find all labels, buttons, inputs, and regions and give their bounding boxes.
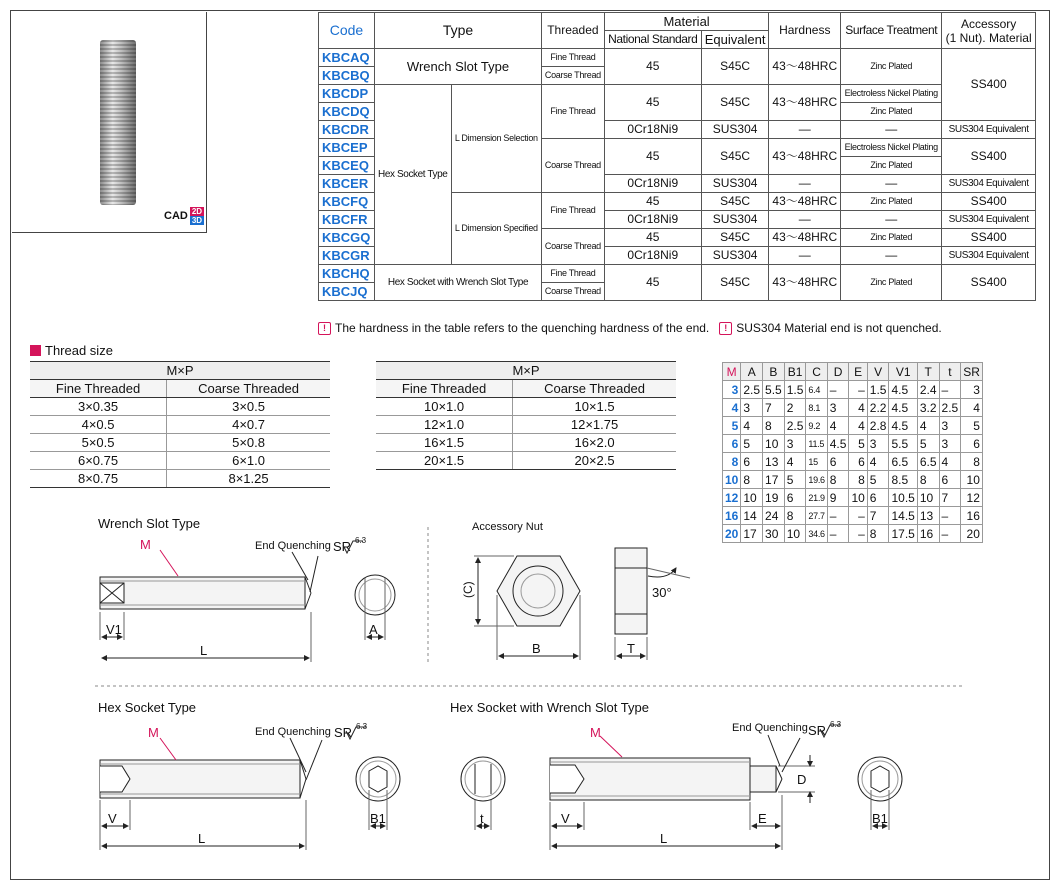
mp-header: M×P [376,362,676,380]
table-row [30,434,330,452]
code-link[interactable]: KBCJQ [319,283,375,301]
surface-cell: Zinc Plated [841,193,942,211]
table-row [30,470,330,488]
dim-cell: – [939,381,961,399]
equivalent-cell: S45C [701,193,769,211]
dim-cell: 2.2 [867,399,889,417]
label-v1: V1 [106,622,122,637]
dim-cell: 24 [763,507,785,525]
dim-cell: 14 [741,507,763,525]
bullet-icon [30,345,41,356]
table-row [723,417,983,435]
national-cell: 45 [604,49,701,85]
mp-header: M×P [30,362,330,380]
dim-cell: – [827,507,849,525]
equivalent-cell: SUS304 [701,211,769,229]
fine-cell: 10×1.0 [376,398,513,416]
dim-cell: 11.5 [806,435,827,453]
header-hardness: Hardness [769,13,841,49]
dim-cell: 10 [784,525,806,543]
type-cell: Hex Socket Type [374,85,451,265]
label-t: T [627,641,635,656]
coarse-cell: 10×1.5 [513,398,676,416]
thread-size-table-2 [376,361,676,470]
dim-cell: 12 [961,489,983,507]
dim-cell: 3 [939,435,961,453]
dim-cell: – [939,507,961,525]
dim-header: V1 [889,363,917,381]
code-link[interactable]: KBCEP [319,139,375,157]
dim-cell: – [827,381,849,399]
label-v: V [108,811,117,826]
dim-cell: 10 [917,489,939,507]
fine-cell: 6×0.75 [30,452,167,470]
hardness-cell: — [769,211,841,229]
dim-cell: 19 [763,489,785,507]
dim-cell: 4 [961,399,983,417]
dim-cell: 1.5 [867,381,889,399]
dim-cell: 4.5 [889,399,917,417]
dim-cell: 3 [867,435,889,453]
dim-cell: 15 [806,453,827,471]
dim-cell: 6 [741,453,763,471]
code-link[interactable]: KBCHQ [319,265,375,283]
label-e: E [758,811,767,826]
dim-cell: 17 [741,525,763,543]
thread-cell: Fine Thread [542,85,605,139]
surface-cell: Electroless Nickel Plating [841,139,942,157]
dim-header: E [849,363,867,381]
fine-cell: 12×1.0 [376,416,513,434]
dim-cell: 6 [827,453,849,471]
label-t: t [480,811,484,826]
dim-cell: 10 [763,435,785,453]
dim-header: SR [961,363,983,381]
equivalent-cell: SUS304 [701,121,769,139]
dim-cell: 5 [741,435,763,453]
table-row [30,398,330,416]
header-national: National Standard [604,31,701,49]
dim-cell: – [849,525,867,543]
dim-header: V [867,363,889,381]
national-cell: 45 [604,229,701,247]
accessory-cell: SUS304 Equivalent [942,121,1036,139]
dim-cell: 8 [827,471,849,489]
dim-cell: 4.5 [827,435,849,453]
surface-cell: — [841,247,942,265]
national-cell: 45 [604,193,701,211]
dim-header: C [806,363,827,381]
dim-header: B [763,363,785,381]
coarse-cell: 4×0.7 [167,416,330,434]
code-link[interactable]: KBCDQ [319,103,375,121]
dim-cell: 34.6 [806,525,827,543]
cad-badge: CAD 2D 3D [164,207,203,225]
label-m: M [148,725,159,740]
dim-header: M [723,363,741,381]
dim-cell: 14.5 [889,507,917,525]
note-sus: SUS304 Material end is not quenched. [736,321,942,335]
info-icon: ! [318,322,331,335]
dim-cell: 10 [849,489,867,507]
dim-cell: 3 [961,381,983,399]
label-rough: 6.3 [355,536,367,545]
dim-cell: 3 [741,399,763,417]
dim-cell: 5 [867,471,889,489]
dim-m-cell[interactable]: 20 [723,525,741,543]
coarse-header: Coarse Threaded [167,380,330,398]
dim-cell: 4.5 [889,381,917,399]
thread-cell: Coarse Thread [542,139,605,193]
table-row [376,452,676,470]
dim-cell: 8 [917,471,939,489]
notes [318,321,942,335]
table-row [376,398,676,416]
dim-cell: 2.5 [784,417,806,435]
fine-cell: 4×0.5 [30,416,167,434]
hex-socket-title: Hex Socket Type [98,700,197,715]
dim-cell: 27.7 [806,507,827,525]
hardness-cell: 43～48HRC [769,85,841,121]
table-row [723,381,983,399]
label-end-q: End Quenching [255,540,331,552]
equivalent-cell: SUS304 [701,247,769,265]
dim-cell: 8 [849,471,867,489]
dim-cell: 5 [917,435,939,453]
dim-m-cell[interactable]: 4 [723,399,741,417]
accessory-cell: SS400 [942,139,1036,175]
national-cell: 0Cr18Ni9 [604,175,701,193]
accessory-cell: SS400 [942,229,1036,247]
thread-size-title: Thread size [30,343,113,358]
dim-m-cell[interactable]: 8 [723,453,741,471]
dim-cell: 2.5 [939,399,961,417]
product-photo [12,12,207,233]
label-sr: SR [333,539,352,554]
dim-m-cell[interactable]: 10 [723,471,741,489]
dim-cell: 8 [763,417,785,435]
code-link[interactable]: KBCFQ [319,193,375,211]
label-b1: B1 [872,811,888,826]
surface-cell: Zinc Plated [841,49,942,85]
dim-cell: 10 [741,489,763,507]
fine-cell: 16×1.5 [376,434,513,452]
type-cell: Wrench Slot Type [374,49,541,85]
label-end-q: End Quenching [255,726,331,738]
label-l: L [200,643,208,658]
accessory-cell: SS400 [942,193,1036,211]
thread-cell: Coarse Thread [542,229,605,265]
dimension-table [722,362,983,543]
dim-cell: 2.4 [917,381,939,399]
dim-m-cell[interactable]: 16 [723,507,741,525]
code-link[interactable]: KBCFR [319,211,375,229]
national-cell: 45 [604,139,701,175]
label-c: (C) [461,581,475,598]
dim-m-cell[interactable]: 6 [723,435,741,453]
header-type: Type [374,13,541,49]
dim-cell: 9 [827,489,849,507]
dim-header: B1 [784,363,806,381]
dim-cell: 5.5 [763,381,785,399]
thread-cell: Fine Thread [542,265,605,283]
equivalent-cell: S45C [701,139,769,175]
thread-size-table-1 [30,361,330,488]
hardness-cell: 43～48HRC [769,139,841,175]
dim-cell: 8.1 [806,399,827,417]
dim-cell: 6.5 [917,453,939,471]
dim-cell: 10.5 [889,489,917,507]
dim-header: T [917,363,939,381]
dim-cell: 8.5 [889,471,917,489]
table-row [723,399,983,417]
dim-cell: 5 [961,417,983,435]
dim-m-cell[interactable]: 12 [723,489,741,507]
label-rough: 6.3 [356,722,368,731]
dim-cell: 6 [867,489,889,507]
accessory-cell: SUS304 Equivalent [942,211,1036,229]
accessory-cell: SS400 [942,49,1036,121]
thread-cell: Fine Thread [542,193,605,229]
dim-cell: 8 [784,507,806,525]
hardness-cell: 43～48HRC [769,193,841,211]
dim-cell: 3 [827,399,849,417]
dim-cell: 6 [961,435,983,453]
table-row [319,265,1036,283]
dim-cell: 4 [917,417,939,435]
label-l: L [198,831,206,846]
table-row [376,416,676,434]
label-sr: SR [334,725,353,740]
hardness-cell: — [769,247,841,265]
nut-title: Accessory Nut [472,521,543,533]
code-link[interactable]: KBCDP [319,85,375,103]
dim-cell: 4 [849,399,867,417]
dim-cell: 10 [961,471,983,489]
dim-cell: 16 [917,525,939,543]
dim-cell: 7 [939,489,961,507]
label-rough: 6.3 [830,720,842,729]
coarse-cell: 3×0.5 [167,398,330,416]
fine-cell: 5×0.5 [30,434,167,452]
dim-header: A [741,363,763,381]
dim-header: D [827,363,849,381]
label-m: M [590,725,601,740]
dim-cell: 6 [784,489,806,507]
dim-cell: 4 [867,453,889,471]
equivalent-cell: SUS304 [701,175,769,193]
surface-cell: — [841,175,942,193]
dim-cell: 8 [961,453,983,471]
header-accessory: Accessory (1 Nut). Material [942,13,1036,49]
dim-cell: 6 [849,453,867,471]
dim-m-cell[interactable]: 3 [723,381,741,399]
dim-cell: – [827,525,849,543]
dim-cell: 17.5 [889,525,917,543]
table-row [723,525,983,543]
code-link[interactable]: KBCEQ [319,157,375,175]
dim-cell: 8 [867,525,889,543]
l-dim-cell: L Dimension Selection [451,85,541,193]
label-l: L [660,831,668,846]
note-hardness: The hardness in the table refers to the quenching hardness of the end. [335,321,710,335]
threaded-rod-image [12,12,206,232]
equivalent-cell: S45C [701,229,769,247]
spec-table [318,12,1036,301]
coarse-cell: 5×0.8 [167,434,330,452]
code-link[interactable]: KBCGQ [319,229,375,247]
surface-cell: — [841,121,942,139]
national-cell: 0Cr18Ni9 [604,211,701,229]
code-link[interactable]: KBCER [319,175,375,193]
coarse-cell: 20×2.5 [513,452,676,470]
dim-cell: 4 [827,417,849,435]
table-row [723,453,983,471]
surface-cell: Zinc Plated [841,229,942,247]
label-angle: 30° [652,585,672,600]
type-cell: Hex Socket with Wrench Slot Type [374,265,541,301]
dim-cell: 8 [741,471,763,489]
dim-cell: 4 [939,453,961,471]
header-threaded: Threaded [542,13,605,49]
surface-cell: Zinc Plated [841,103,942,121]
thread-cell: Coarse Thread [542,283,605,301]
surface-cell: — [841,211,942,229]
label-d: D [797,772,807,787]
table-row [30,416,330,434]
dim-cell: 13 [917,507,939,525]
dim-cell: 6.5 [889,453,917,471]
table-row [723,507,983,525]
dim-cell: 19.6 [806,471,827,489]
hex-wrench-title: Hex Socket with Wrench Slot Type [450,700,649,715]
dim-cell: 5 [849,435,867,453]
dim-cell: 17 [763,471,785,489]
thread-cell: Coarse Thread [542,67,605,85]
label-end-q: End Quenching [732,722,808,734]
info-icon: ! [719,322,732,335]
fine-cell: 20×1.5 [376,452,513,470]
dim-cell: 2 [784,399,806,417]
dim-cell: 3 [784,435,806,453]
label-v: V [561,811,570,826]
dim-cell: 21.9 [806,489,827,507]
dim-cell: – [849,507,867,525]
code-link[interactable]: KBCDR [319,121,375,139]
coarse-cell: 6×1.0 [167,452,330,470]
accessory-cell: SUS304 Equivalent [942,175,1036,193]
dim-cell: 5.5 [889,435,917,453]
hardness-cell: 43～48HRC [769,265,841,301]
wrench-slot-title: Wrench Slot Type [98,516,201,531]
dim-cell: 3 [939,417,961,435]
label-a: A [369,622,378,637]
thread-cell: Fine Thread [542,49,605,67]
header-surface: Surface Treatment [841,13,942,49]
national-cell: 45 [604,85,701,121]
fine-header: Fine Threaded [376,380,513,398]
equivalent-cell: S45C [701,49,769,85]
coarse-header: Coarse Threaded [513,380,676,398]
label-b: B [532,641,541,656]
dim-cell: 20 [961,525,983,543]
surface-cell: Zinc Plated [841,265,942,301]
code-link[interactable]: KBCAQ [319,49,375,67]
hardness-cell: — [769,121,841,139]
coarse-cell: 12×1.75 [513,416,676,434]
hardness-cell: — [769,175,841,193]
dim-cell: – [849,381,867,399]
hardness-cell: 43～48HRC [769,49,841,85]
equivalent-cell: S45C [701,85,769,121]
dim-cell: 4 [849,417,867,435]
dim-cell: 4 [784,453,806,471]
dim-cell: 30 [763,525,785,543]
dim-cell: 2.5 [741,381,763,399]
dim-cell: 6.4 [806,381,827,399]
dim-cell: 13 [763,453,785,471]
table-row [723,489,983,507]
dim-m-cell[interactable]: 5 [723,417,741,435]
national-cell: 45 [604,265,701,301]
dim-cell: 4 [741,417,763,435]
l-dim-cell: L Dimension Specified [451,193,541,265]
surface-cell: Zinc Plated [841,157,942,175]
accessory-cell: SS400 [942,265,1036,301]
dim-cell: 4.5 [889,417,917,435]
table-row [319,85,1036,103]
national-cell: 0Cr18Ni9 [604,121,701,139]
code-link[interactable]: KBCBQ [319,67,375,85]
header-material: Material [604,13,769,31]
fine-cell: 3×0.35 [30,398,167,416]
national-cell: 0Cr18Ni9 [604,247,701,265]
accessory-cell: SUS304 Equivalent [942,247,1036,265]
dim-cell: 6 [939,471,961,489]
table-row [319,49,1036,67]
dim-cell: 9.2 [806,417,827,435]
header-equivalent: Equivalent [701,31,769,49]
coarse-cell: 16×2.0 [513,434,676,452]
dim-cell: 2.8 [867,417,889,435]
header-code: Code [319,13,375,49]
label-sr: SR [808,723,827,738]
coarse-cell: 8×1.25 [167,470,330,488]
hardness-cell: 43～48HRC [769,229,841,247]
fine-cell: 8×0.75 [30,470,167,488]
dim-cell: 16 [961,507,983,525]
equivalent-cell: S45C [701,265,769,301]
surface-cell: Electroless Nickel Plating [841,85,942,103]
label-b1: B1 [370,811,386,826]
table-row [723,435,983,453]
dim-cell: 5 [784,471,806,489]
dim-cell: 7 [763,399,785,417]
code-link[interactable]: KBCGR [319,247,375,265]
dim-cell: 3.2 [917,399,939,417]
dim-header: t [939,363,961,381]
fine-header: Fine Threaded [30,380,167,398]
dim-cell: 7 [867,507,889,525]
dim-cell: – [939,525,961,543]
table-row [30,452,330,470]
table-row [376,434,676,452]
table-row [723,471,983,489]
dim-cell: 1.5 [784,381,806,399]
label-m: M [140,537,151,552]
